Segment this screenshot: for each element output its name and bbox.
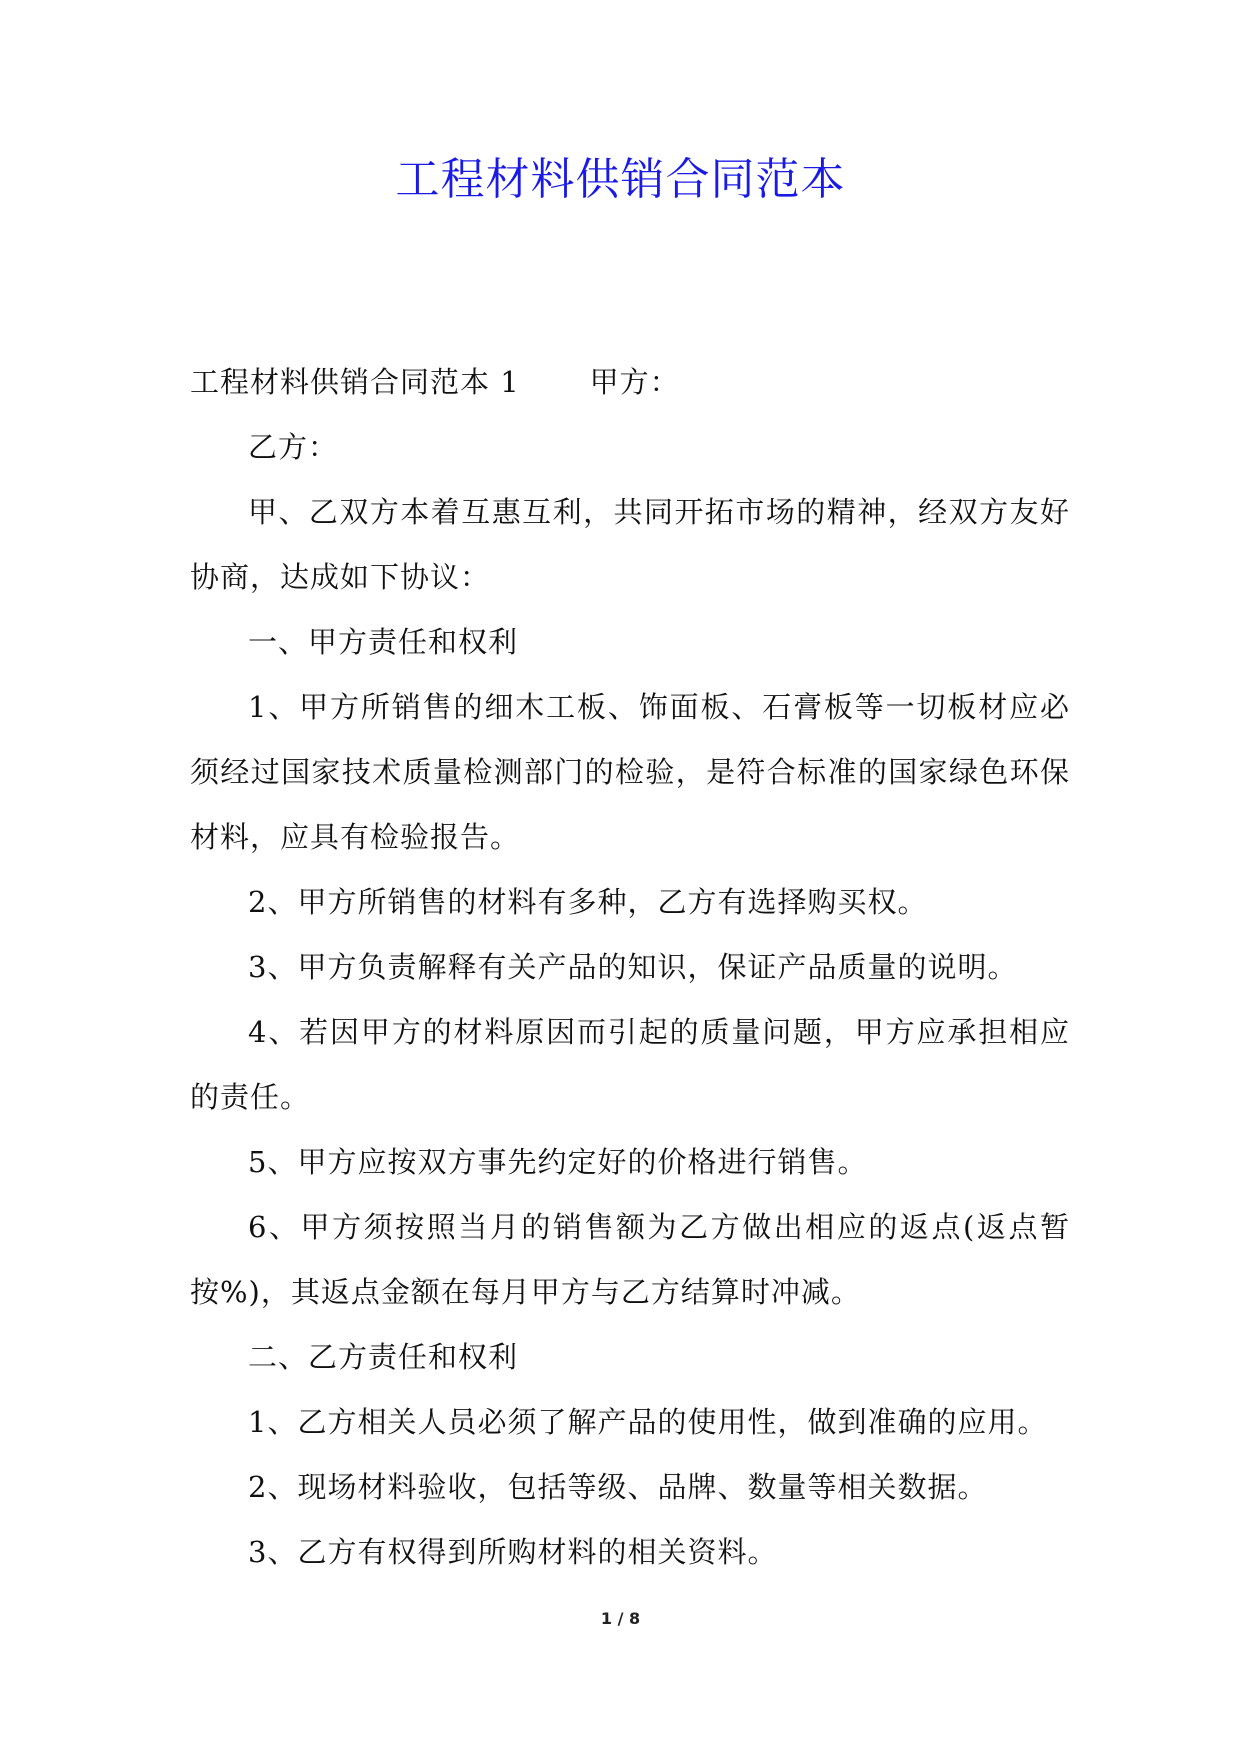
paragraph: 1、乙方相关人员必须了解产品的使用性，做到准确的应用。 <box>248 1405 1048 1439</box>
document-body <box>190 350 1070 1585</box>
paragraph: 3、乙方有权得到所购材料的相关资料。 <box>248 1535 778 1569</box>
paragraph: 甲、乙双方本着互惠互利，共同开拓市场的精神，经双方友好协商，达成如下协议： <box>190 495 1070 594</box>
party-a-label: 甲方： <box>589 365 680 399</box>
paragraph: 1、甲方所销售的细木工板、饰面板、石膏板等一切板材应必须经过国家技术质量检测部门的检验，是符合标准的国家绿色环保材料，应具有检验报告。 <box>190 690 1070 854</box>
page-number: 1 / 8 <box>600 1609 641 1628</box>
first-line <box>190 350 1070 415</box>
paragraph: 4、若因甲方的材料原因而引起的质量问题，甲方应承担相应的责任。 <box>190 1015 1070 1114</box>
paragraph: 2、甲方所销售的材料有多种，乙方有选择购买权。 <box>248 885 928 919</box>
paragraph: 2、现场材料验收，包括等级、品牌、数量等相关数据。 <box>248 1470 988 1504</box>
paragraph: 6、甲方须按照当月的销售额为乙方做出相应的返点(返点暂按%)，其返点金额在每月甲方与乙方结算时冲减。 <box>190 1210 1070 1309</box>
paragraph: 乙方： <box>248 430 339 464</box>
section-heading: 工程材料供销合同范本 1 <box>190 365 520 399</box>
paragraph: 二、乙方责任和权利 <box>248 1340 519 1374</box>
document-title: 工程材料供销合同范本 <box>395 154 846 205</box>
paragraph: 3、甲方负责解释有关产品的知识，保证产品质量的说明。 <box>248 950 1018 984</box>
paragraph: 5、甲方应按双方事先约定好的价格进行销售。 <box>248 1145 868 1179</box>
paragraph: 一、甲方责任和权利 <box>248 625 519 659</box>
